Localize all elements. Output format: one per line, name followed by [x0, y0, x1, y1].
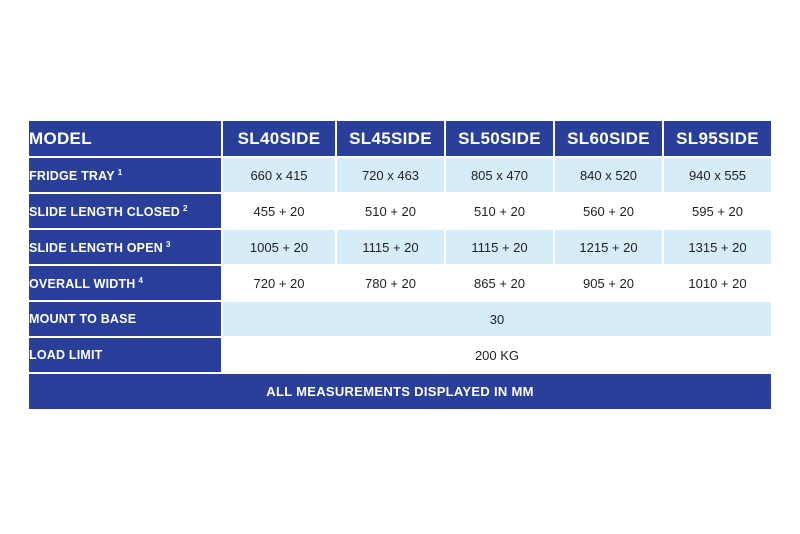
footnote-marker: 1: [117, 167, 123, 177]
table-cell: 940 x 555: [664, 158, 771, 192]
table-cell: 1315 + 20: [664, 230, 771, 264]
table-cell: 1005 + 20: [223, 230, 335, 264]
table-cell: 1115 + 20: [337, 230, 444, 264]
row-label: [29, 158, 221, 192]
table-cell: 840 x 520: [555, 158, 662, 192]
table-cell: 720 + 20: [223, 266, 335, 300]
header-sl60side: SL60SIDE: [555, 121, 662, 156]
table-cell: 1010 + 20: [664, 266, 771, 300]
header-sl50side: SL50SIDE: [446, 121, 553, 156]
table-cell: 1115 + 20: [446, 230, 553, 264]
footnote-marker: 3: [165, 239, 171, 249]
table-cell: 510 + 20: [446, 194, 553, 228]
row-slide-length-open: [29, 230, 771, 264]
spec-table: [27, 119, 773, 411]
footer-row: [29, 374, 771, 409]
table-cell: 905 + 20: [555, 266, 662, 300]
footnote-marker: 2: [183, 203, 188, 213]
row-label: MOUNT TO BASE: [29, 302, 221, 336]
header-sl95side: SL95SIDE: [664, 121, 771, 156]
table-cell-merged: 200 KG: [223, 338, 771, 372]
row-label-text: SLIDE LENGTH CLOSED: [29, 204, 181, 219]
row-label-text: OVERALL WIDTH: [29, 276, 136, 291]
table-cell: 455 + 20: [223, 194, 335, 228]
table-cell: 1215 + 20: [555, 230, 662, 264]
footnote-marker: 4: [138, 275, 144, 285]
row-label: [29, 266, 221, 300]
table-cell: 780 + 20: [337, 266, 444, 300]
row-label: [29, 194, 221, 228]
row-label: LOAD LIMIT: [29, 338, 221, 372]
row-label-text: SLIDE LENGTH OPEN: [29, 240, 163, 255]
row-label: [29, 230, 221, 264]
row-load-limit: [29, 338, 771, 372]
header-row: [29, 121, 771, 156]
table-cell: 865 + 20: [446, 266, 553, 300]
table-cell: 805 x 470: [446, 158, 553, 192]
row-slide-length-closed: [29, 194, 771, 228]
table-cell-merged: 30: [223, 302, 771, 336]
row-overall-width: [29, 266, 771, 300]
table-cell: 510 + 20: [337, 194, 444, 228]
table-cell: 720 x 463: [337, 158, 444, 192]
row-label-text: FRIDGE TRAY: [29, 168, 115, 183]
table-cell: 660 x 415: [223, 158, 335, 192]
footer-note: ALL MEASUREMENTS DISPLAYED IN MM: [29, 374, 771, 409]
table-cell: 595 + 20: [664, 194, 771, 228]
row-fridge-tray: [29, 158, 771, 192]
header-model: MODEL: [29, 121, 221, 156]
table-cell: 560 + 20: [555, 194, 662, 228]
header-sl40side: SL40SIDE: [223, 121, 335, 156]
header-sl45side: SL45SIDE: [337, 121, 444, 156]
row-mount-to-base: [29, 302, 771, 336]
